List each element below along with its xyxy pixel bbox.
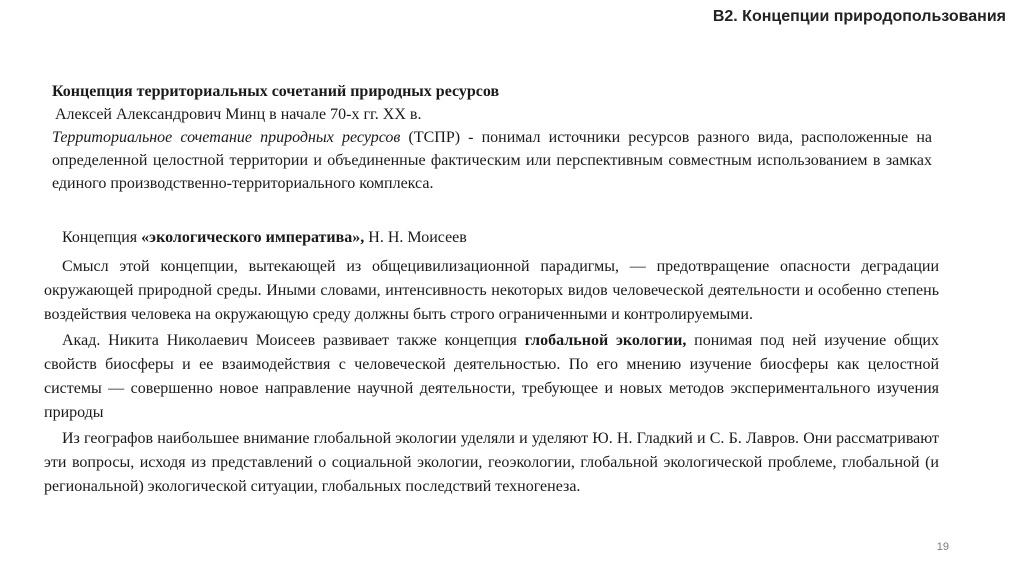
heading-concept-name: «экологического императива»,: [141, 229, 365, 246]
page-number: 19: [936, 541, 949, 553]
concept-territorial-heading: Концепция территориальных сочетаний природных ресурсов: [52, 83, 500, 100]
definition-text: (ТСПР) - понимал источники ресурсов разного вида, расположенные на определенной целостной территории и объединенные фактическим или перспективным совместным использованием в замках единого производственно-территориального комплекса.: [52, 129, 932, 192]
ecological-imperative-heading: [44, 226, 939, 250]
global-ecology-rest: понимая под ней изучение общих свойств биосферы и ее взаимодействия с человеческой деятельностью. По его мнению изучение биосферы как целостной системы — совершенно новое направление научной деятельности, требующее и новых методов экспериментального изучения природы: [44, 332, 939, 421]
definition-term: Территориальное сочетание природных ресурсов: [52, 129, 401, 146]
paragraph-meaning: Смысл этой концепции, вытекающей из общецивилизационной парадигмы, — предотвращение опасности деградации окружающей природной среды. Иными словами, интенсивность некоторых видов человеческой деятельности и особенно степень воздействия человека на окружающую среду должны быть строго ограниченными и контролируемыми.: [44, 258, 939, 323]
global-ecology-term: глобальной экологии,: [524, 332, 687, 349]
heading-prefix: Концепция: [62, 229, 142, 246]
concept-territorial-definition: [52, 126, 932, 195]
concept-territorial-block: [52, 80, 932, 195]
ecological-imperative-block: [44, 226, 939, 499]
heading-author: Н. Н. Моисеев: [364, 229, 467, 246]
global-ecology-intro: Акад. Никита Николаевич Моисеев развивает также концепция: [62, 332, 525, 349]
paragraph-geographers: Из географов наибольшее внимание глобальной экологии уделяли и уделяют Ю. Н. Гладкий и С. Б. Лавров. Они рассматривают эти вопросы, исходя из представлений о социальной экологии, геоэкологии, глобальной экологической проблеме, глобальной (и региональной) экологической ситуации, глобальных последствий техногенеза.: [44, 430, 939, 495]
slide-title: В2. Концепции природопользования: [712, 8, 1006, 25]
paragraph-global-ecology: [44, 329, 939, 425]
concept-territorial-author: Алексей Александрович Минц в начале 70-х гг. XX в.: [55, 106, 422, 123]
